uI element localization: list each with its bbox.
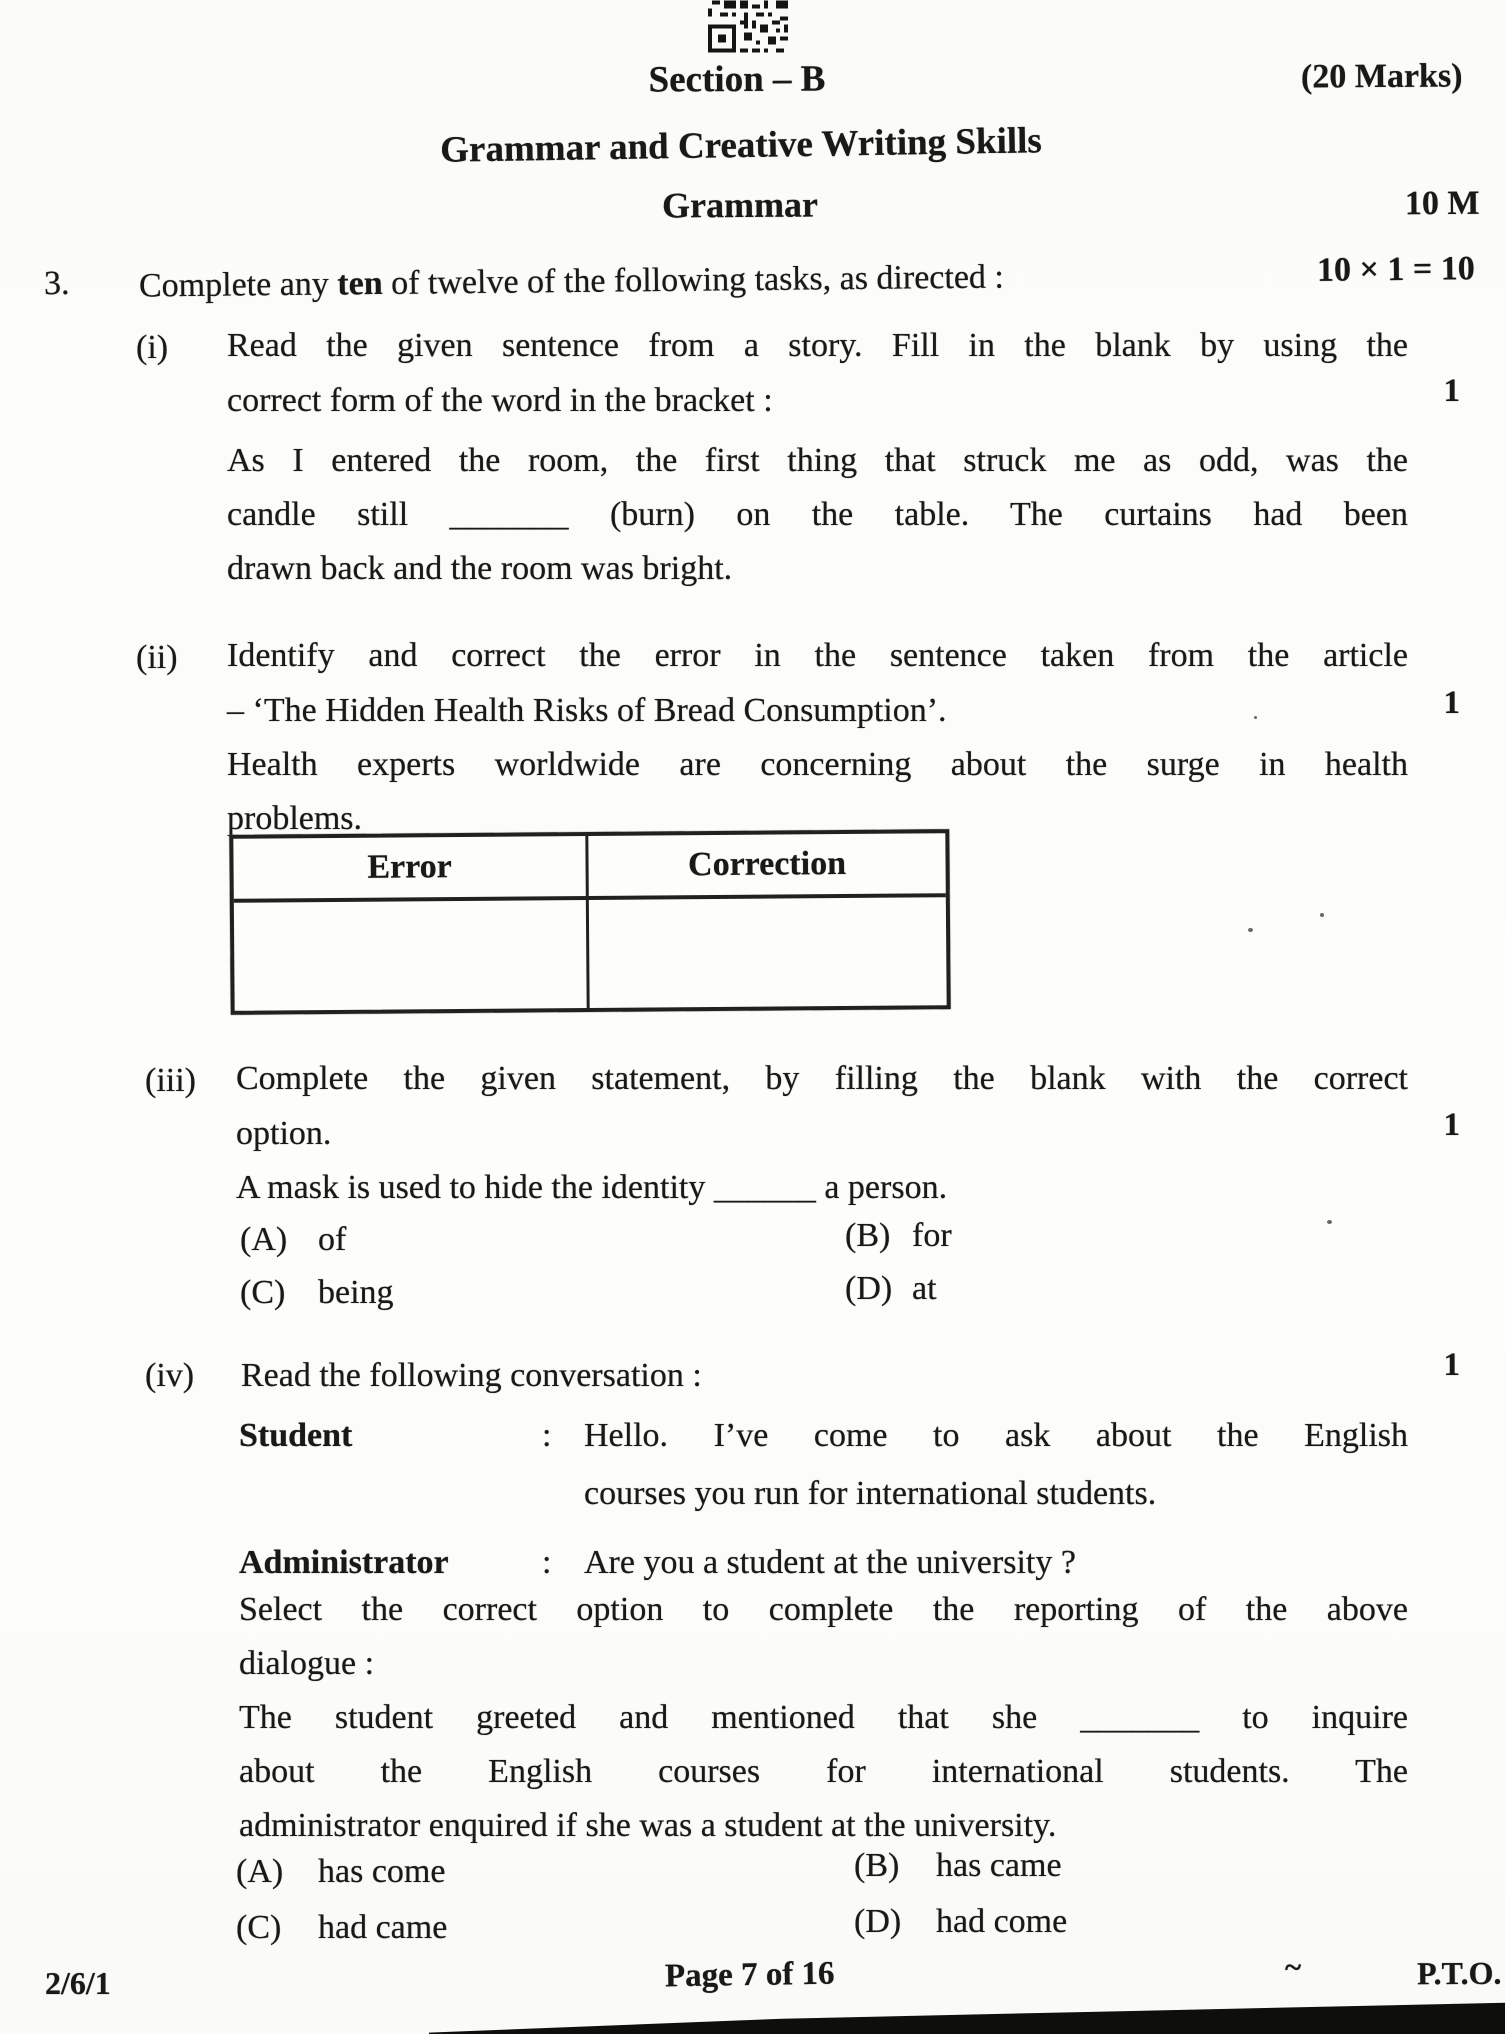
option-c-text: being bbox=[318, 1274, 394, 1311]
error-correction-table bbox=[229, 829, 950, 1015]
dialogue-student-line: Hello. I’ve come to ask about the English bbox=[584, 1417, 1408, 1454]
item-i-prompt-line: correct form of the word in the bracket : bbox=[227, 382, 773, 419]
option-a-key: (A) bbox=[236, 1853, 284, 1890]
option-d-key: (D) bbox=[845, 1270, 893, 1307]
question-stem bbox=[139, 257, 1004, 307]
item-iv-body-line: Select the correct option to complete the reporting of the above bbox=[239, 1591, 1408, 1628]
dialogue-student-line: courses you run for international students. bbox=[584, 1475, 1157, 1512]
subsection-marks: 10 M bbox=[1405, 184, 1481, 223]
question-stem-bold: ten bbox=[337, 264, 383, 303]
option-d-key: (D) bbox=[854, 1903, 902, 1940]
item-i-body-line: drawn back and the room was bright. bbox=[227, 550, 733, 587]
scan-artifact bbox=[1248, 928, 1253, 932]
tilde-mark: ~ bbox=[1285, 1949, 1302, 1984]
item-iv-body-line: administrator enquired if she was a student at the university. bbox=[239, 1807, 1057, 1844]
item-ii-marks: 1 bbox=[1443, 685, 1460, 721]
option-d-text: had come bbox=[936, 1903, 1068, 1940]
item-iv-body-line: dialogue : bbox=[239, 1645, 375, 1682]
option-c-text: had came bbox=[318, 1909, 448, 1946]
item-iv-body-line: The student greeted and mentioned that she _______ to inquire bbox=[239, 1699, 1408, 1736]
item-iv-body-line: about the English courses for international students. The bbox=[239, 1753, 1408, 1790]
dialogue-speaker-administrator: Administrator bbox=[239, 1544, 449, 1581]
table-cell-error-blank bbox=[234, 900, 590, 1011]
dialogue-colon: : bbox=[542, 1417, 552, 1454]
item-iv-label: (iv) bbox=[145, 1357, 195, 1394]
scan-artifact bbox=[1254, 716, 1257, 719]
option-b-text: has came bbox=[936, 1847, 1062, 1884]
paper-subtitle: Grammar and Creative Writing Skills bbox=[439, 120, 1043, 171]
option-d-text: at bbox=[912, 1270, 937, 1307]
item-iv-prompt-line: Read the following conversation : bbox=[241, 1357, 702, 1394]
item-ii-label: (ii) bbox=[136, 639, 178, 676]
scan-edge-shadow bbox=[0, 2000, 1505, 2034]
table-answer-row bbox=[234, 897, 947, 1011]
table-header-error: Error bbox=[233, 836, 588, 899]
question-marks-formula: 10 × 1 = 10 bbox=[1317, 250, 1476, 289]
option-b-text: for bbox=[912, 1217, 952, 1254]
dialogue-administrator-line: Are you a student at the university ? bbox=[584, 1544, 1076, 1581]
qr-code bbox=[700, 0, 796, 57]
subsection-title: Grammar bbox=[661, 184, 819, 226]
section-marks: (20 Marks) bbox=[1300, 57, 1463, 96]
item-iii-body-line: A mask is used to hide the identity ______ a person. bbox=[236, 1169, 948, 1206]
item-i-prompt-line: Read the given sentence from a story. Fill in the blank by using the bbox=[227, 327, 1408, 364]
question-stem-suffix: of twelve of the following tasks, as directed : bbox=[382, 258, 1005, 302]
item-ii-prompt-line: Identify and correct the error in the sentence taken from the article bbox=[227, 637, 1408, 674]
option-c-key: (C) bbox=[236, 1909, 282, 1946]
item-i-body-line: candle still _______ (burn) on the table. The curtains had been bbox=[227, 496, 1408, 533]
item-iii-prompt-line: option. bbox=[236, 1115, 332, 1152]
dialogue-colon: : bbox=[542, 1544, 552, 1581]
option-b-key: (B) bbox=[854, 1847, 900, 1884]
item-iii-prompt-line: Complete the given statement, by filling the blank with the correct bbox=[236, 1060, 1408, 1097]
item-iv-marks: 1 bbox=[1443, 1347, 1460, 1383]
option-a-text: of bbox=[318, 1221, 347, 1258]
item-ii-body-line: Health experts worldwide are concerning about the surge in health bbox=[227, 746, 1408, 783]
dialogue-speaker-student: Student bbox=[239, 1417, 353, 1454]
question-number: 3. bbox=[43, 264, 70, 303]
option-a-text: has come bbox=[318, 1853, 446, 1890]
item-i-label: (i) bbox=[136, 329, 169, 366]
question-stem-prefix: Complete any bbox=[138, 265, 338, 305]
item-ii-body-line: problems. bbox=[227, 800, 363, 837]
scan-artifact bbox=[1327, 1220, 1332, 1224]
item-i-body-line: As I entered the room, the first thing that struck me as odd, was the bbox=[227, 442, 1408, 479]
table-header-correction: Correction bbox=[687, 844, 847, 884]
item-iii-marks: 1 bbox=[1443, 1107, 1460, 1143]
section-title: Section – B bbox=[648, 58, 826, 101]
item-iii-label: (iii) bbox=[145, 1062, 196, 1099]
pto-label: P.T.O. bbox=[1416, 1954, 1502, 1992]
option-b-key: (B) bbox=[845, 1217, 891, 1254]
item-i-marks: 1 bbox=[1443, 373, 1460, 409]
table-header-row bbox=[233, 833, 945, 903]
page-indicator: Page 7 of 16 bbox=[664, 1955, 835, 1995]
option-c-key: (C) bbox=[240, 1274, 286, 1311]
scan-artifact bbox=[1320, 913, 1324, 917]
table-cell-correction-blank bbox=[589, 897, 947, 1008]
option-a-key: (A) bbox=[240, 1221, 288, 1258]
item-ii-prompt-line: – ‘The Hidden Health Risks of Bread Consumption’. bbox=[227, 692, 947, 729]
paper-code: 2/6/1 bbox=[45, 1965, 111, 2001]
